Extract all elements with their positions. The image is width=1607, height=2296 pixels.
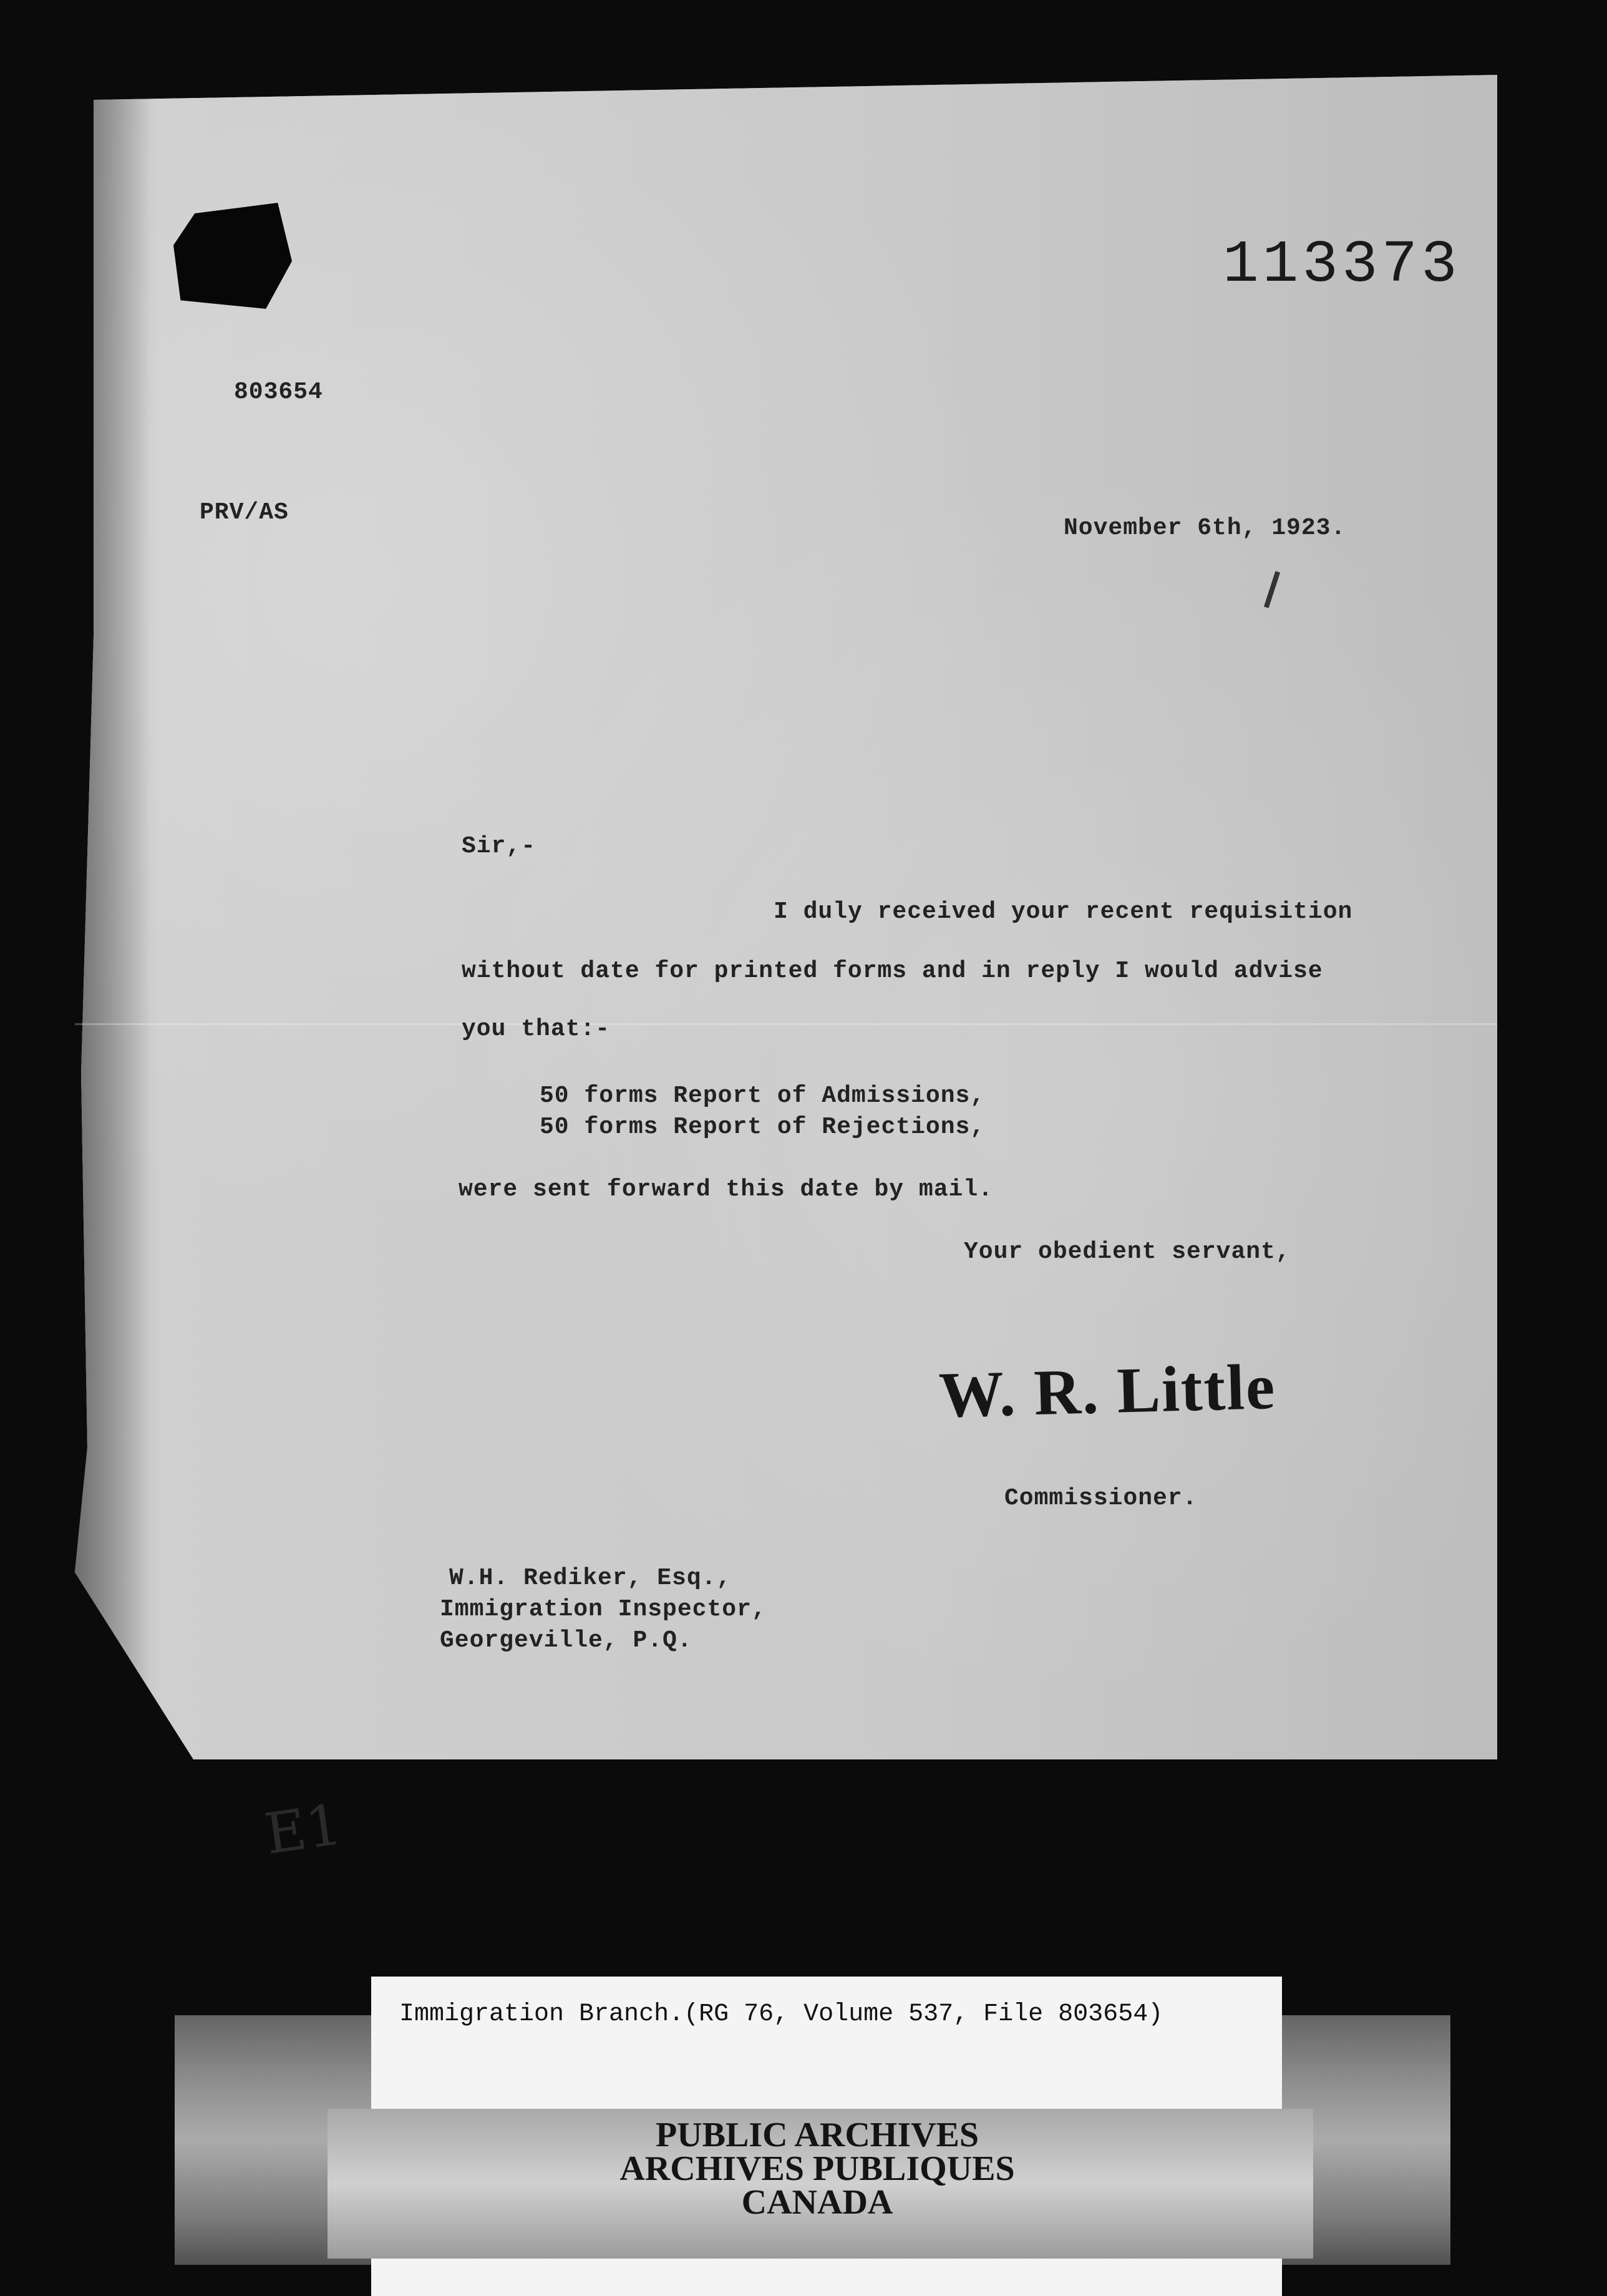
body-line: I duly received your recent requisition bbox=[774, 898, 1353, 925]
body-line: were sent forward this date by mail. bbox=[459, 1176, 993, 1203]
addressee-line: Georgeville, P.Q. bbox=[440, 1627, 692, 1654]
letter-date: November 6th, 1923. bbox=[1064, 515, 1346, 542]
signature: W. R. Little bbox=[938, 1350, 1277, 1432]
addressee-line: Immigration Inspector, bbox=[440, 1596, 767, 1623]
salutation: Sir,- bbox=[462, 833, 536, 860]
page-fold-line bbox=[75, 1023, 1497, 1025]
body-line: you that:- bbox=[462, 1016, 611, 1043]
stamp-line: ARCHIVES PUBLIQUES bbox=[619, 2149, 1015, 2188]
list-item: 50 forms Report of Admissions, bbox=[540, 1082, 986, 1109]
stamp-line: PUBLIC ARCHIVES bbox=[655, 2116, 979, 2154]
archive-stamp bbox=[561, 2116, 1073, 2222]
file-reference: 803654 bbox=[234, 379, 323, 406]
addressee-line: W.H. Rediker, Esq., bbox=[449, 1565, 732, 1592]
archive-label-text: Immigration Branch.(RG 76, Volume 537, File 803654) bbox=[399, 2000, 1163, 2028]
body-line: without date for printed forms and in reply I would advise bbox=[462, 958, 1323, 985]
handwritten-mark: E1 bbox=[261, 1791, 346, 1868]
signer-title: Commissioner. bbox=[1004, 1485, 1198, 1512]
document-number: 113373 bbox=[1223, 231, 1461, 299]
stamp-line: CANADA bbox=[741, 2183, 893, 2222]
closing: Your obedient servant, bbox=[964, 1238, 1291, 1265]
reference-initials: PRV/AS bbox=[200, 499, 289, 526]
punched-hole bbox=[173, 203, 292, 309]
list-item: 50 forms Report of Rejections, bbox=[540, 1114, 986, 1141]
torn-page-edge bbox=[75, 75, 150, 1759]
